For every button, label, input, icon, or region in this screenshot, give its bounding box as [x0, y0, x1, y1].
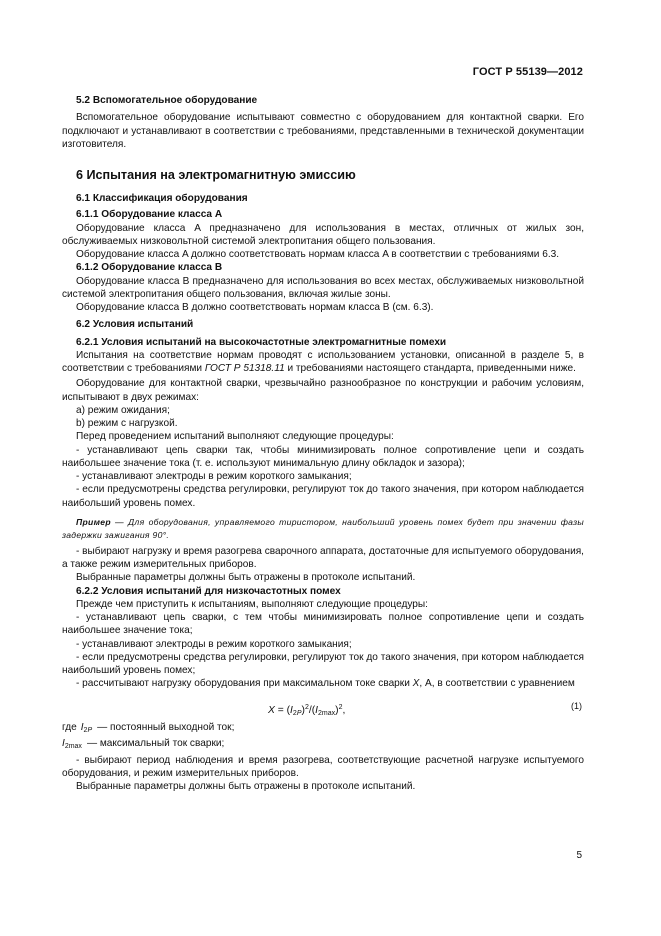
example-note: Пример — Для оборудования, управляемого тиристором, наибольший уровень помех будет при значении фазы задержки зажигания 90°. — [62, 516, 584, 541]
section-6-2-1-paragraph-1: Испытания на соответствие нормам проводят с использованием установки, описанной в разделе 5, в соответствии с требованиями ГОСТ Р 51318.11 и требованиями настоящего стандарта, приведенными ниже. — [62, 349, 584, 374]
lf-step-4: - рассчитывают нагрузку оборудования при максимальном токе сварки X, А, в соответствии с уравнением — [76, 678, 575, 690]
procedure-step-2: - устанавливают электроды в режим короткого замыкания; — [76, 471, 352, 482]
lf-step-3: - если предусмотрены средства регулировки, регулируют ток до такого значения, при котором наблюдается наибольший уровень помех; — [62, 651, 584, 676]
procedure-step-1: - устанавливают цепь сварки так, чтобы минимизировать полное сопротивление цепи и создать наибольшее значение тока (т. е. используют минимальную длину обкладок и зазора); — [62, 444, 584, 469]
protocol-note-2: Выбранные параметры должны быть отражены в протоколе испытаний. — [76, 781, 416, 792]
where-line-2: $I_{2max}$ — максимальный ток сварки; — [62, 737, 584, 754]
section-6-1-heading: 6.1 Классификация оборудования — [76, 193, 248, 204]
section-6-1-2-paragraph-2: Оборудование класса B должно соответствовать нормам класса B (см. 6.3). — [76, 302, 434, 313]
procedure-step-4: - выбирают нагрузку и время разогрева сварочного аппарата, достаточные для испытуемого оборудования, а также режим измерительных приборов. — [62, 545, 584, 570]
protocol-note-1: Выбранные параметры должны быть отражены в протоколе испытаний. — [76, 572, 416, 584]
example-label: Пример — [76, 516, 111, 527]
where-desc-2: — максимальный ток сварки; — [86, 738, 225, 749]
procedures-intro: Перед проведением испытаний выполняют следующие процедуры: — [76, 431, 394, 443]
section-6-2-1-paragraph-2: Оборудование для контактной сварки, чрезвычайно разнообразное по конструкции и рабочим условиям, испытывают в двух режимах: — [62, 378, 584, 403]
section-5-2-paragraph: Вспомогательное оборудование испытывают совместно с оборудованием для контактной сварки. Его подключают и устанавливают в соответствии с требованиями, представленными в технической документации изготовителя. — [62, 112, 584, 150]
page-number: 5 — [576, 850, 582, 861]
equation-1 — [62, 697, 584, 717]
section-6-2-1-heading: 6.2.1 Условия испытаний на высокочастотные электромагнитные помехи — [76, 336, 447, 348]
where-desc-1: — постоянный выходной ток; — [97, 721, 235, 733]
lf-step-5: - выбирают период наблюдения и время разогрева, соответствующие расчетной нагрузке испытуемого оборудования, и режим измерительных приборов. — [62, 754, 584, 779]
section-6-2-2-heading: 6.2.2 Условия испытаний для низкочастотных помех — [76, 585, 341, 597]
lf-step-1: - устанавливают цепь сварки, с тем чтобы минимизировать полное сопротивление цепи и создать наибольшее значение тока; — [62, 612, 584, 637]
standard-reference: ГОСТ Р 51318.11 — [204, 363, 285, 374]
page-body — [62, 92, 584, 793]
section-6-1-1-paragraph-1: Оборудование класса A предназначено для использования в местах, отличных от жилых зон, обслуживаемых низковольтной системой электропитания общего пользования. — [62, 222, 584, 247]
section-5-2-heading: 5.2 Вспомогательное оборудование — [76, 95, 258, 106]
lf-procedures-intro: Прежде чем приступить к испытаниям, выполняют следующие процедуры: — [76, 598, 428, 610]
mode-a-item: a) режим ожидания; — [76, 404, 170, 416]
equation-number: (1) — [571, 700, 582, 711]
section-6-1-2-heading: 6.1.2 Оборудование класса B — [76, 262, 223, 274]
section-6-1-1-paragraph-2: Оборудование класса A должно соответствовать нормам класса A в соответствии с требованиями 6.3. — [76, 249, 560, 260]
where-word: где — [62, 721, 77, 733]
lf-step-2: - устанавливают электроды в режим короткого замыкания; — [76, 638, 352, 650]
section-6-2-heading: 6.2 Условия испытаний — [76, 319, 194, 331]
section-6-heading: 6 Испытания на электромагнитную эмиссию — [76, 168, 356, 182]
where-line-1: где $I_{2P}$ — постоянный выходной ток; — [62, 721, 584, 738]
equation-formula: $X = (I_{2P})^2/(I_{2max})^2$, — [268, 703, 346, 717]
section-6-1-1-heading: 6.1.1 Оборудование класса A — [76, 209, 223, 221]
mode-b-item: b) режим с нагрузкой. — [76, 418, 178, 429]
document-id-header: ГОСТ Р 55139—2012 — [472, 66, 583, 78]
procedure-step-3: - если предусмотрены средства регулировки, регулируют ток до такого значения, при котором наблюдается наибольший уровень помех. — [62, 484, 584, 509]
section-6-1-2-paragraph-1: Оборудование класса B предназначено для использования во всех местах, обслуживаемых низковольтной системой электропитания общего пользования, включая жилые зоны. — [62, 275, 584, 300]
